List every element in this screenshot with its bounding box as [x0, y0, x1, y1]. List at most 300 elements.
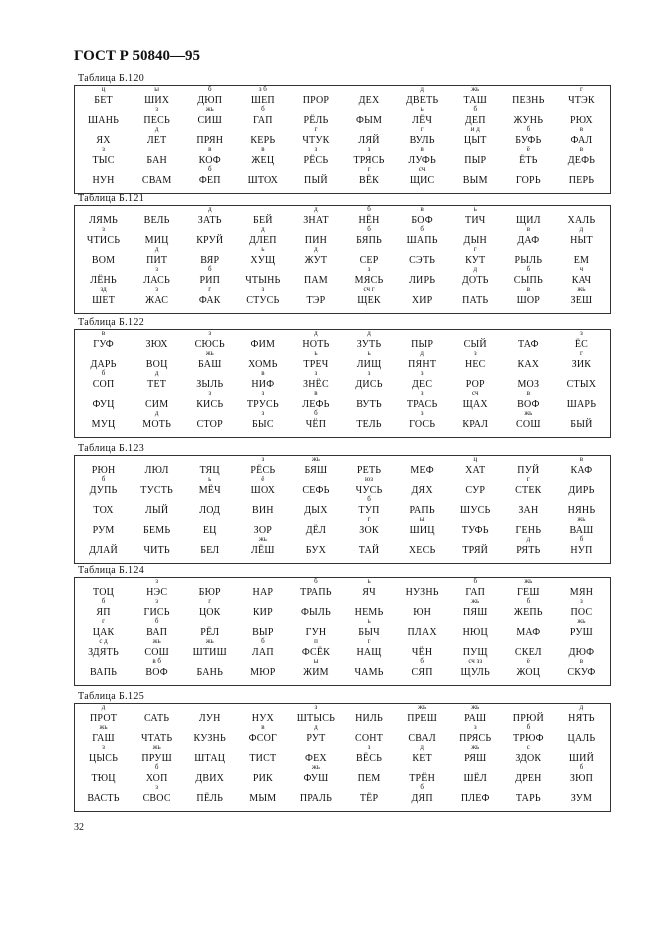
table-cell	[342, 743, 395, 767]
syllable-word: ЖАС	[145, 295, 169, 306]
syllable-word: ШТОХ	[247, 175, 279, 186]
table-cell	[555, 85, 608, 109]
phonetic-mark: д	[420, 349, 424, 357]
word-table	[74, 85, 611, 194]
syllable-word: НЭС	[146, 587, 168, 598]
syllable-word: КИР	[252, 607, 273, 618]
syllable-word: СЕР	[359, 255, 379, 266]
syllable-word: ПЛАХ	[407, 627, 437, 638]
phonetic-mark: сч	[418, 165, 426, 173]
table-cell	[342, 787, 395, 807]
syllable-word: СЫЙ	[463, 339, 487, 350]
table-cell	[342, 165, 395, 189]
table-cell	[236, 409, 289, 433]
word-table	[74, 703, 611, 812]
phonetic-mark: сч г	[363, 285, 375, 293]
syllable-word: ЗУМ	[570, 793, 593, 804]
table-cell	[396, 249, 449, 269]
phonetic-mark: б	[314, 409, 318, 417]
table-cell	[183, 165, 236, 189]
table-section	[74, 442, 611, 564]
syllable-word: ЛУФЬ	[408, 155, 436, 166]
table-cell	[342, 285, 395, 309]
syllable-word: ШИЦ	[409, 525, 435, 536]
syllable-word: ПАТЬ	[462, 295, 489, 306]
phonetic-mark: с	[526, 743, 530, 751]
table-cell	[502, 353, 555, 373]
syllable-word: ХОМЬ	[248, 359, 278, 370]
syllable-word: ВАСТЬ	[87, 793, 120, 804]
syllable-word: ВАПЬ	[90, 667, 118, 678]
table-cell	[183, 787, 236, 807]
syllable-word: БЕМЬ	[142, 525, 171, 536]
syllable-word: ШТЫСЬ	[296, 713, 336, 724]
phonetic-mark: з	[155, 577, 159, 585]
syllable-word: ДИСЬ	[355, 379, 383, 390]
table-cell	[183, 475, 236, 499]
syllable-word: КАХ	[517, 359, 540, 370]
phonetic-mark: б	[207, 265, 212, 273]
phonetic-mark: д	[314, 723, 318, 731]
syllable-word: ЧТЭК	[568, 95, 595, 106]
phonetic-mark: жь	[418, 703, 427, 711]
phonetic-mark: жь	[258, 535, 267, 543]
table-caption: Таблица Б.121	[78, 193, 145, 204]
phonetic-mark: з	[102, 145, 105, 153]
phonetic-mark: б	[101, 475, 106, 483]
table-cell	[236, 145, 289, 169]
table-cell	[289, 479, 342, 499]
syllable-word: ЛЁНЬ	[90, 275, 117, 286]
table-cell	[342, 393, 395, 413]
phonetic-mark: з	[314, 145, 318, 153]
syllable-word: ЛЕТ	[146, 135, 167, 146]
phonetic-mark: г	[367, 165, 371, 173]
table-cell	[289, 245, 342, 269]
syllable-word: РЫЛЬ	[514, 255, 543, 266]
table-cell	[236, 661, 289, 681]
syllable-word: РИП	[199, 275, 221, 286]
table-cell	[77, 145, 130, 169]
phonetic-mark: б	[261, 105, 265, 113]
syllable-word: ФЕП	[198, 175, 221, 186]
phonetic-mark: ё	[261, 475, 265, 483]
syllable-word: ФЫМ	[355, 115, 383, 126]
table-cell	[130, 499, 183, 519]
phonetic-mark: жь	[577, 285, 586, 293]
table-cell	[449, 621, 502, 641]
syllable-word: СИМ	[144, 399, 169, 410]
syllable-word: ДЛАЙ	[89, 545, 118, 556]
syllable-word: ТИСТ	[249, 753, 277, 764]
phonetic-mark: з	[420, 389, 424, 397]
phonetic-mark: жь	[471, 703, 480, 711]
syllable-word: ГИСЬ	[143, 607, 170, 618]
table-cell	[555, 455, 608, 479]
table-cell	[449, 479, 502, 499]
phonetic-mark: в	[526, 225, 530, 233]
syllable-word: ТУСТЬ	[140, 485, 173, 496]
table-cell	[183, 413, 236, 433]
table-cell	[289, 519, 342, 539]
table-cell	[236, 601, 289, 621]
syllable-word: ЧЁН	[411, 647, 433, 658]
syllable-word: ПЫР	[464, 155, 487, 166]
syllable-word: ПОС	[570, 607, 593, 618]
table-cell	[183, 727, 236, 747]
table-cell	[555, 285, 608, 309]
table-cell	[289, 89, 342, 109]
table-cell	[289, 657, 342, 681]
table-cell	[502, 285, 555, 309]
syllable-word: ПРЕШ	[407, 713, 438, 724]
syllable-word: ЦОК	[198, 607, 221, 618]
phonetic-mark: б	[526, 265, 531, 273]
syllable-word: РЯТЬ	[516, 545, 541, 556]
syllable-word: ЮН	[413, 607, 432, 618]
syllable-word: БУХ	[305, 545, 327, 556]
syllable-word: ФСОГ	[248, 733, 278, 744]
syllable-word: ШЁЛ	[463, 773, 488, 784]
syllable-word: СУР	[465, 485, 486, 496]
phonetic-mark: б	[367, 495, 371, 503]
syllable-word: СОП	[92, 379, 115, 390]
table-cell	[130, 149, 183, 169]
phonetic-mark: б	[101, 597, 106, 605]
phonetic-mark: г	[420, 125, 424, 133]
phonetic-mark: ы	[419, 515, 425, 523]
syllable-word: ДОТЬ	[461, 275, 489, 286]
syllable-word: СЭТЬ	[409, 255, 436, 266]
syllable-word: ВЁК	[359, 175, 380, 186]
syllable-word: ПРЮЙ	[512, 713, 544, 724]
syllable-word: ШЕТ	[92, 295, 115, 306]
syllable-word: СЫПЬ	[513, 275, 543, 286]
table-section	[74, 690, 611, 812]
table-cell	[77, 413, 130, 433]
table-cell	[130, 479, 183, 499]
table-cell	[396, 409, 449, 433]
table-cell	[555, 413, 608, 433]
phonetic-mark: в	[579, 145, 584, 153]
syllable-word: ЩЕК	[357, 295, 381, 306]
phonetic-mark: д	[314, 329, 318, 337]
phonetic-mark: б	[101, 369, 106, 377]
syllable-word: ВАП	[146, 627, 168, 638]
table-cell	[396, 459, 449, 479]
syllable-word: НЯТЬ	[568, 713, 595, 724]
table-cell	[342, 767, 395, 787]
table-cell	[183, 637, 236, 661]
table-section	[74, 316, 611, 438]
syllable-word: РЁСЬ	[250, 465, 276, 476]
phonetic-mark: б	[207, 85, 212, 93]
phonetic-mark: г	[580, 349, 583, 357]
table-cell	[396, 601, 449, 621]
phonetic-mark: д	[154, 409, 159, 417]
word-table	[74, 577, 611, 686]
table-cell	[342, 661, 395, 681]
table-cell	[342, 637, 395, 661]
table-cell	[342, 109, 395, 129]
table-cell	[130, 459, 183, 479]
syllable-word: ФУЦ	[92, 399, 115, 410]
table-cell	[502, 145, 555, 169]
syllable-word: ПЛЕФ	[460, 793, 490, 804]
phonetic-mark: г	[314, 125, 318, 133]
phonetic-mark: в	[579, 657, 584, 665]
table-cell	[289, 205, 342, 229]
syllable-word: ПЕЗНЬ	[512, 95, 545, 106]
table-cell	[77, 85, 130, 109]
table-cell	[502, 657, 555, 681]
table-cell	[289, 409, 342, 433]
syllable-word: СОШ	[516, 419, 541, 430]
word-table	[74, 455, 611, 564]
syllable-word: ЗЮХ	[145, 339, 168, 350]
syllable-word: ШАПЬ	[406, 235, 438, 246]
phonetic-mark: жь	[524, 577, 533, 585]
syllable-word: МЕФ	[410, 465, 434, 476]
syllable-word: ШЕП	[250, 95, 275, 106]
syllable-word: ПЕСЬ	[143, 115, 170, 126]
syllable-word: НАЩ	[356, 647, 382, 658]
syllable-word: СТЕК	[515, 485, 542, 496]
table-cell	[236, 475, 289, 499]
phonetic-mark: жь	[577, 617, 586, 625]
table-cell	[77, 499, 130, 519]
table-cell	[555, 763, 608, 787]
table-cell	[449, 743, 502, 767]
syllable-word: ЛЫЙ	[144, 505, 169, 516]
table-cell	[342, 577, 395, 601]
syllable-word: ЗДЯТЬ	[88, 647, 119, 658]
syllable-word: ГУФ	[93, 339, 114, 350]
phonetic-mark: д	[526, 535, 531, 543]
syllable-word: НЮЦ	[462, 627, 488, 638]
table-cell	[130, 707, 183, 727]
syllable-word: СКЕЛ	[514, 647, 542, 658]
syllable-word: БЫС	[251, 419, 274, 430]
table-cell	[289, 723, 342, 747]
syllable-word: ПРАЛЬ	[299, 793, 333, 804]
syllable-word: РИК	[252, 773, 273, 784]
table-cell	[236, 767, 289, 787]
phonetic-mark: ь	[208, 475, 212, 483]
table-cell	[236, 535, 289, 559]
table-cell	[396, 657, 449, 681]
table-cell	[502, 535, 555, 559]
syllable-word: БАНЬ	[196, 667, 224, 678]
phonetic-mark: жь	[577, 515, 586, 523]
syllable-word: ЖИМ	[303, 667, 329, 678]
syllable-word: ЗАТЬ	[197, 215, 222, 226]
table-cell	[183, 539, 236, 559]
phonetic-mark: б	[154, 763, 159, 771]
phonetic-mark: д	[579, 703, 584, 711]
phonetic-mark: з	[420, 369, 424, 377]
table-cell	[236, 333, 289, 353]
table-cell	[449, 539, 502, 559]
syllable-word: СТОР	[196, 419, 223, 430]
syllable-word: ДУПЬ	[89, 485, 118, 496]
phonetic-mark: з	[208, 329, 212, 337]
table-cell	[77, 539, 130, 559]
table-cell	[502, 787, 555, 807]
table-cell	[449, 265, 502, 289]
syllable-word: ЗЮП	[569, 773, 593, 784]
table-cell	[77, 637, 130, 661]
syllable-word: ЧТУК	[302, 135, 330, 146]
syllable-word: ТАРЬ	[515, 793, 541, 804]
table-cell	[502, 169, 555, 189]
syllable-word: ЧАМЬ	[354, 667, 384, 678]
syllable-word: ЖУТ	[304, 255, 328, 266]
table-section	[74, 72, 611, 194]
phonetic-mark: и д	[470, 125, 480, 133]
table-cell	[77, 743, 130, 767]
phonetic-mark: ь	[314, 349, 318, 357]
syllable-word: ПРОТ	[90, 713, 118, 724]
phonetic-mark: з б	[258, 85, 267, 93]
table-cell	[502, 621, 555, 641]
table-cell	[555, 535, 608, 559]
table-cell	[555, 373, 608, 393]
table-cell	[289, 601, 342, 621]
phonetic-mark: з	[367, 265, 371, 273]
phonetic-mark: г	[367, 637, 371, 645]
table-cell	[289, 763, 342, 787]
syllable-word: ПУЩ	[462, 647, 488, 658]
syllable-word: ФАЛ	[570, 135, 593, 146]
table-cell	[77, 787, 130, 807]
syllable-word: ГАШ	[92, 733, 115, 744]
table-cell	[289, 455, 342, 479]
phonetic-mark: д	[154, 369, 159, 377]
syllable-word: ЛАСЬ	[143, 275, 170, 286]
phonetic-mark: д	[314, 205, 318, 213]
syllable-word: ДЮФ	[568, 647, 595, 658]
syllable-word: КИСЬ	[196, 399, 224, 410]
syllable-word: КАЧ	[571, 275, 592, 286]
syllable-word: ШИЙ	[568, 753, 594, 764]
syllable-word: ТАФ	[517, 339, 539, 350]
syllable-word: ЛИРЬ	[409, 275, 436, 286]
table-cell	[555, 727, 608, 747]
phonetic-mark: д	[101, 703, 106, 711]
syllable-word: МУЦ	[91, 419, 116, 430]
syllable-word: ДЕХ	[358, 95, 380, 106]
table-cell	[449, 519, 502, 539]
phonetic-mark: ч	[579, 265, 584, 273]
table-cell	[183, 597, 236, 621]
table-cell	[77, 519, 130, 539]
table-cell	[555, 617, 608, 641]
syllable-word: НУП	[570, 545, 593, 556]
phonetic-mark: д	[420, 85, 424, 93]
table-cell	[77, 475, 130, 499]
table-cell	[236, 285, 289, 309]
phonetic-mark: б	[579, 535, 584, 543]
syllable-word: ДИРЬ	[568, 485, 595, 496]
table-cell	[130, 209, 183, 229]
table-cell	[77, 169, 130, 189]
syllable-word: ДВИХ	[195, 773, 225, 784]
table-cell	[396, 289, 449, 309]
syllable-word: БЫЙ	[570, 419, 593, 430]
table-cell	[183, 285, 236, 309]
syllable-word: СТЫХ	[566, 379, 597, 390]
syllable-word: ДЕП	[464, 115, 486, 126]
phonetic-mark: жь	[152, 637, 161, 645]
table-cell	[130, 169, 183, 189]
syllable-word: ЁТЬ	[519, 155, 538, 166]
phonetic-mark: з	[102, 743, 105, 751]
syllable-word: ЩАХ	[462, 399, 488, 410]
syllable-word: ЯЧ	[362, 587, 376, 598]
table-cell	[502, 225, 555, 249]
syllable-word: СИШ	[197, 115, 223, 126]
syllable-word: ГУН	[305, 627, 327, 638]
syllable-word: ТРЕЧ	[303, 359, 329, 370]
table-cell	[130, 125, 183, 149]
phonetic-mark: ё	[526, 145, 530, 153]
phonetic-mark: з	[580, 329, 583, 337]
syllable-word: МЫМ	[249, 793, 277, 804]
table-cell	[236, 169, 289, 189]
syllable-word: ШОР	[516, 295, 541, 306]
syllable-word: ЕМ	[573, 255, 590, 266]
syllable-word: МОТЬ	[142, 419, 172, 430]
table-cell	[130, 409, 183, 433]
syllable-word: РУМ	[92, 525, 115, 536]
syllable-word: СВАМ	[141, 175, 172, 186]
syllable-word: РЮХ	[570, 115, 593, 126]
syllable-word: НОТЬ	[302, 339, 330, 350]
syllable-word: РУТ	[306, 733, 326, 744]
syllable-word: ВУТЬ	[356, 399, 382, 410]
table-cell	[396, 783, 449, 807]
syllable-word: ЗАН	[518, 505, 539, 516]
phonetic-mark: г	[473, 245, 477, 253]
table-caption: Таблица Б.124	[78, 565, 145, 576]
syllable-word: ПУЙ	[517, 465, 540, 476]
syllable-word: ТЯЦ	[199, 465, 220, 476]
phonetic-mark: з	[367, 145, 371, 153]
phonetic-mark: в	[579, 125, 584, 133]
table-cell	[77, 767, 130, 787]
phonetic-mark: б	[579, 763, 584, 771]
table-cell	[77, 329, 130, 353]
phonetic-mark: з	[155, 783, 159, 791]
syllable-word: НУЗНЬ	[405, 587, 439, 598]
syllable-word: ЧЁП	[305, 419, 327, 430]
syllable-word: САТЬ	[144, 713, 170, 724]
table-cell	[555, 703, 608, 727]
table-cell	[502, 89, 555, 109]
syllable-word: РЯШ	[464, 753, 487, 764]
table-cell	[449, 169, 502, 189]
phonetic-mark: ь	[367, 577, 371, 585]
phonetic-mark: в	[261, 145, 265, 153]
syllable-word: ШАНЬ	[88, 115, 120, 126]
syllable-word: ТАШ	[463, 95, 487, 106]
syllable-word: НАР	[252, 587, 274, 598]
syllable-word: НУН	[92, 175, 115, 186]
phonetic-mark: г	[526, 475, 530, 483]
syllable-word: ЧИТЬ	[143, 545, 170, 556]
phonetic-mark: юз	[365, 475, 374, 483]
